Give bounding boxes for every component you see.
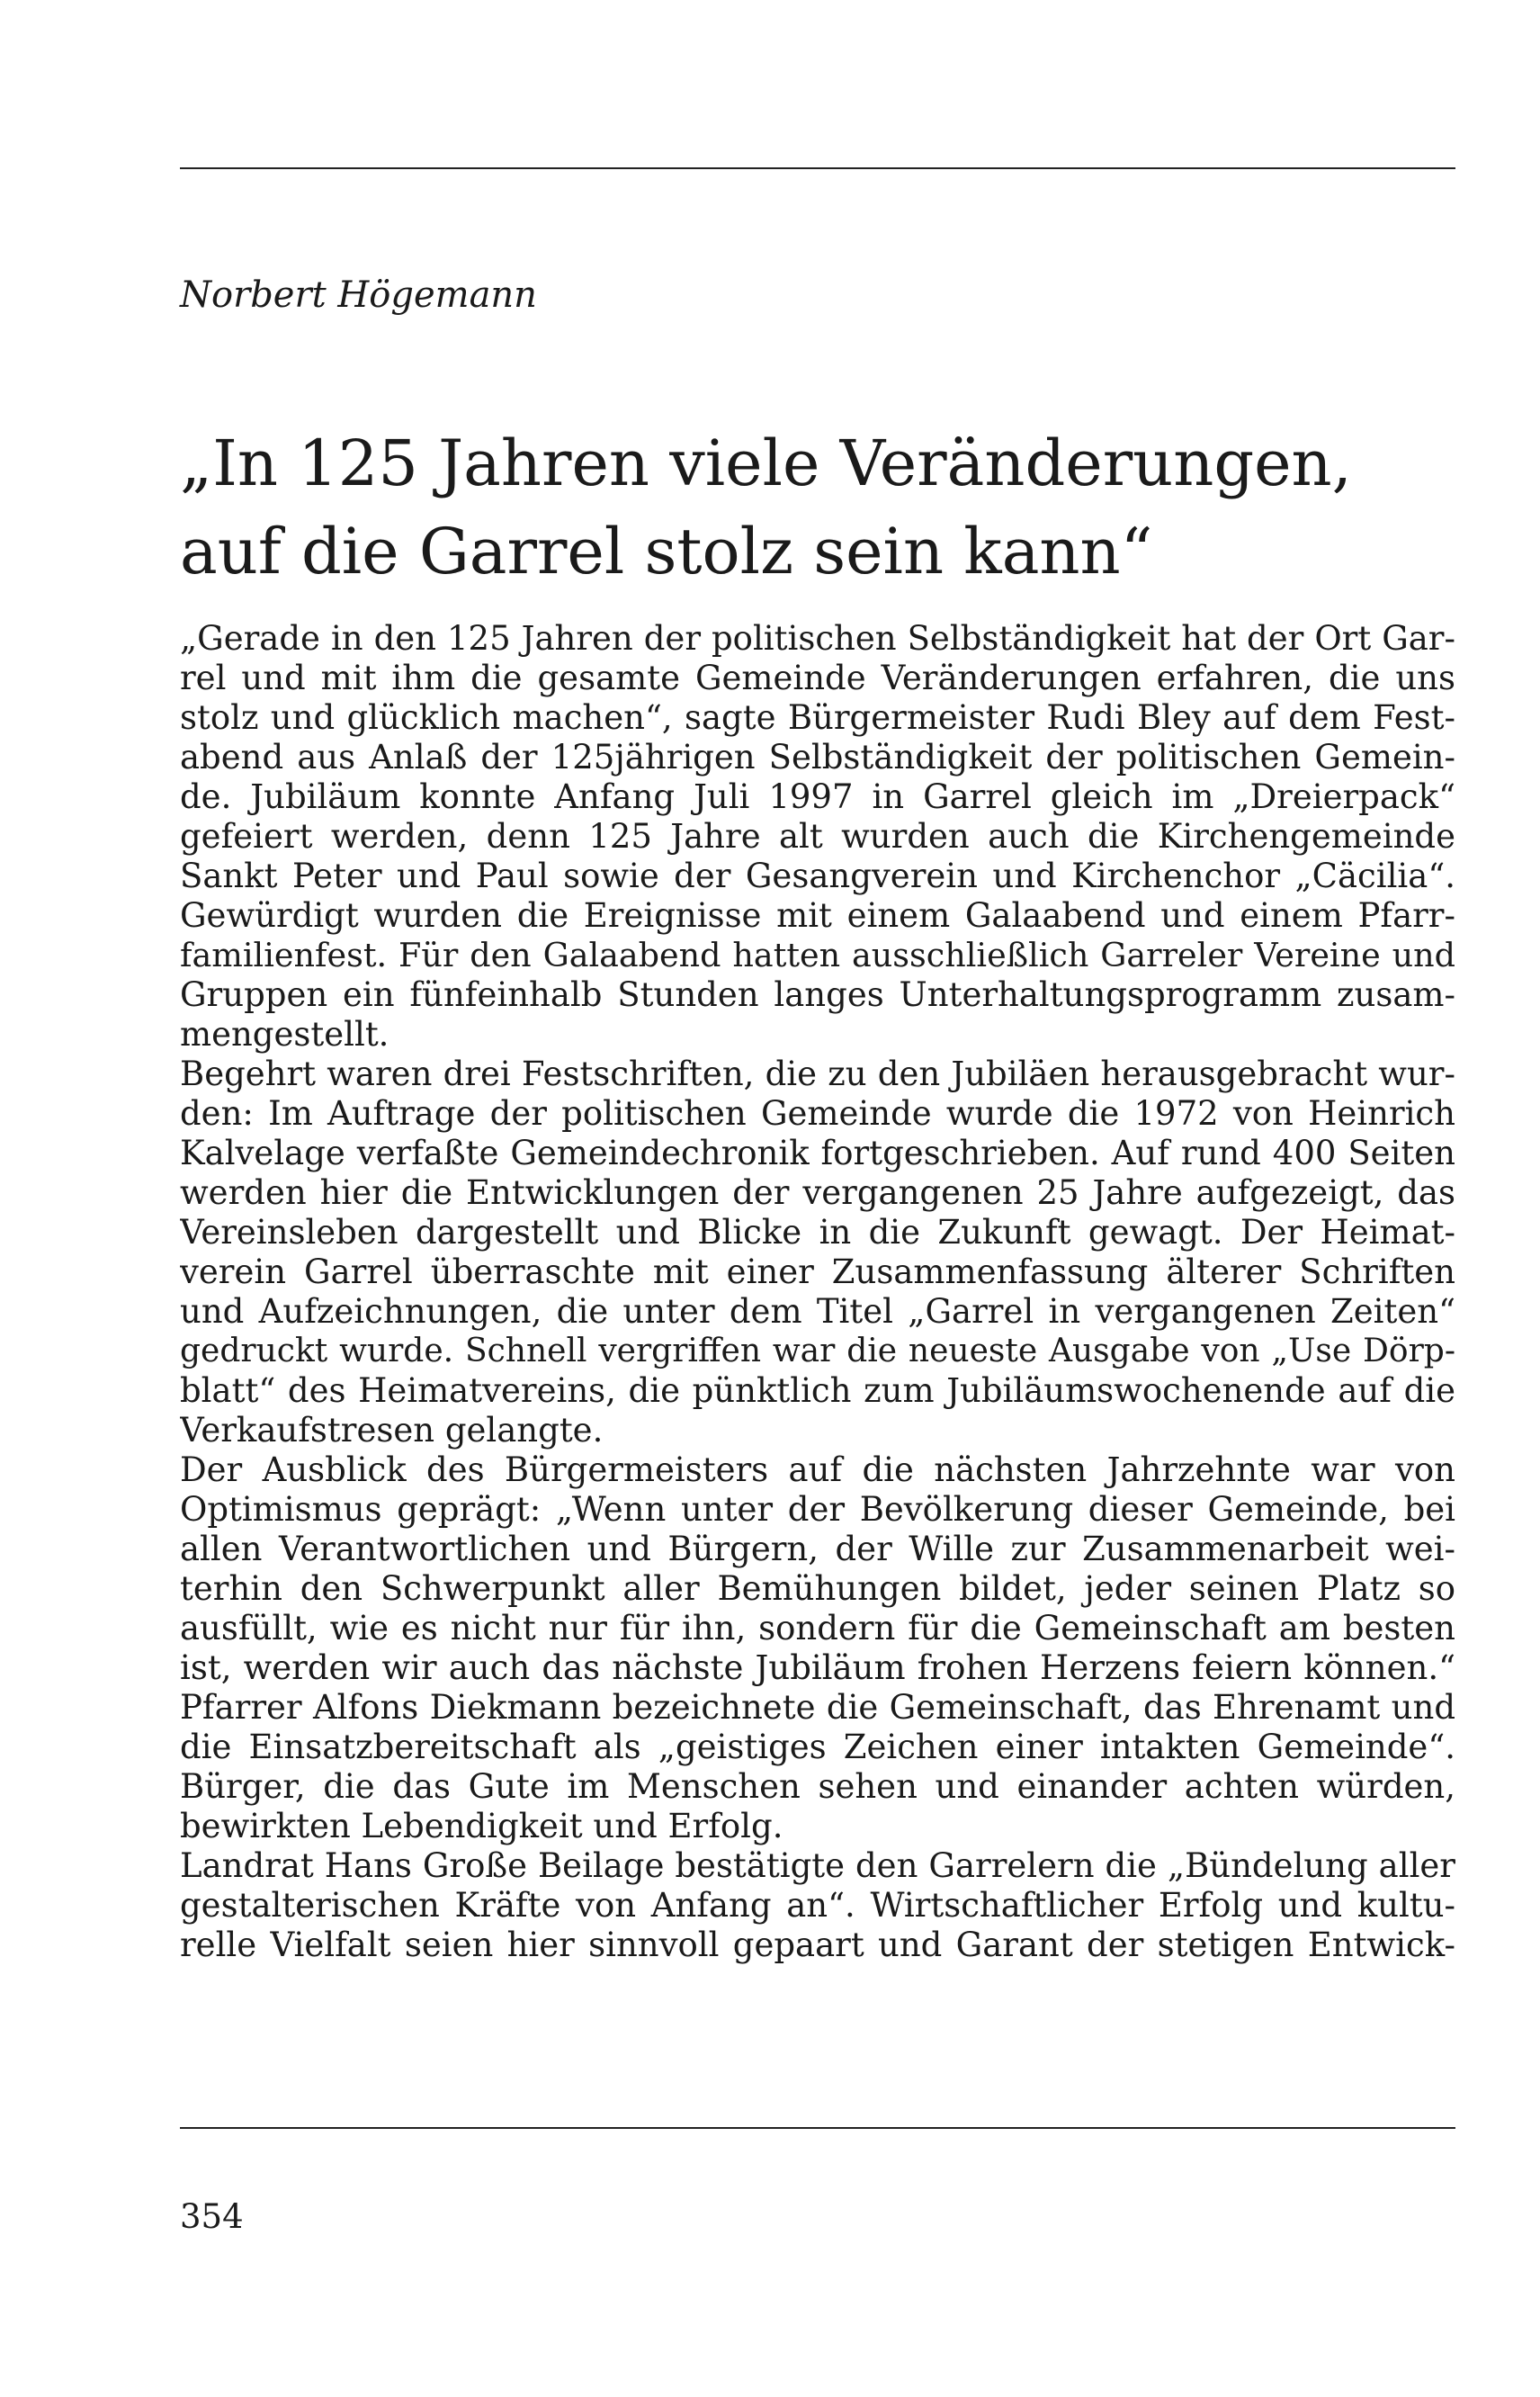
body-line: Kalvelage verfaßte Gemeindechronik fortgeschrieben. Auf rund 400 Seiten <box>180 1134 1455 1172</box>
body-line: gestalterischen Kräfte von Anfang an“. Wirtschaftlicher Erfolg und kultu- <box>180 1886 1455 1925</box>
body-line: relle Vielfalt seien hier sinnvoll gepaart und Garant der stetigen Entwick- <box>180 1926 1455 1964</box>
body-line: die Einsatzbereitschaft als „geistiges Zeichen einer intakten Gemeinde“. <box>180 1728 1455 1766</box>
article-title <box>180 419 1455 596</box>
body-line: mengestellt. <box>180 1015 389 1054</box>
body-line: abend aus Anlaß der 125jährigen Selbständigkeit der politischen Gemein- <box>180 738 1455 777</box>
body-line: und Aufzeichnungen, die unter dem Titel „Garrel in vergangenen Zeiten“ <box>180 1292 1455 1331</box>
body-line: Vereinsleben dargestellt und Blicke in die Zukunft gewagt. Der Heimat- <box>180 1213 1455 1252</box>
body-line: familienfest. Für den Galaabend hatten ausschließlich Garreler Vereine und <box>180 936 1455 974</box>
body-line: Gruppen ein fünfeinhalb Stunden langes Unterhaltungsprogramm zusam- <box>180 975 1455 1014</box>
title-line: auf die Garrel stolz sein kann“ <box>180 515 1153 588</box>
title-line: „In 125 Jahren viele Veränderungen, <box>180 426 1352 500</box>
body-line: werden hier die Entwicklungen der vergangenen 25 Jahre aufgezeigt, das <box>180 1173 1455 1212</box>
body-line: Pfarrer Alfons Diekmann bezeichnete die Gemeinschaft, das Ehrenamt und <box>180 1688 1455 1727</box>
body-line: den: Im Auftrage der politischen Gemeinde wurde die 1972 von Heinrich <box>180 1094 1455 1133</box>
body-line: gedruckt wurde. Schnell vergriffen war die neueste Ausgabe von „Use Dörp- <box>180 1333 1455 1369</box>
page-number: 354 <box>180 2197 244 2236</box>
body-line: de. Jubiläum konnte Anfang Juli 1997 in Garrel gleich im „Dreierpack“ <box>180 777 1455 816</box>
body-line: bewirkten Lebendigkeit und Erfolg. <box>180 1807 783 1845</box>
body-line: „Gerade in den 125 Jahren der politischen Selbständigkeit hat der Ort Gar- <box>180 619 1455 658</box>
body-line: blatt“ des Heimatvereins, die pünktlich zum Jubiläumswochenende auf die <box>180 1371 1455 1410</box>
body-line: verein Garrel überraschte mit einer Zusammenfassung älterer Schriften <box>180 1252 1455 1291</box>
body-line: stolz und glücklich machen“, sagte Bürgermeister Rudi Bley auf dem Fest- <box>180 698 1455 737</box>
body-line: ist, werden wir auch das nächste Jubiläum frohen Herzens feiern können.“ <box>180 1648 1455 1687</box>
body-line: Begehrt waren drei Festschriften, die zu den Jubiläen herausgebracht wur- <box>180 1055 1455 1093</box>
footer-rule <box>180 2127 1455 2129</box>
body-line: Landrat Hans Große Beilage bestätigte den Garrelern die „Bündelung aller <box>180 1846 1455 1885</box>
body-line: ausfüllt, wie es nicht nur für ihn, sondern für die Gemeinschaft am besten <box>180 1609 1455 1647</box>
body-line: rel und mit ihm die gesamte Gemeinde Veränderungen erfahren, die uns <box>180 659 1455 697</box>
body-line: Gewürdigt wurden die Ereignisse mit einem Galaabend und einem Pfarr- <box>180 896 1455 935</box>
body-line: Verkaufstresen gelangte. <box>180 1411 604 1450</box>
body-line: Sankt Peter und Paul sowie der Gesangverein und Kirchenchor „Cäcilia“. <box>180 857 1455 895</box>
body-line: Der Ausblick des Bürgermeisters auf die nächsten Jahrzehnte war von <box>180 1450 1455 1489</box>
body-line: terhin den Schwerpunkt aller Bemühungen bildet, jeder seinen Platz so <box>180 1569 1455 1608</box>
header-rule <box>180 167 1455 169</box>
article-body <box>180 619 1455 1965</box>
body-line: Optimismus geprägt: „Wenn unter der Bevölkerung dieser Gemeinde, bei <box>180 1490 1455 1529</box>
body-line: gefeiert werden, denn 125 Jahre alt wurden auch die Kirchengemeinde <box>180 817 1455 856</box>
author-name: Norbert Högemann <box>180 274 537 316</box>
body-line: Bürger, die das Gute im Menschen sehen und einander achten würden, <box>180 1767 1455 1806</box>
body-line: allen Verantwortlichen und Bürgern, der Wille zur Zusammenarbeit wei- <box>180 1530 1455 1568</box>
